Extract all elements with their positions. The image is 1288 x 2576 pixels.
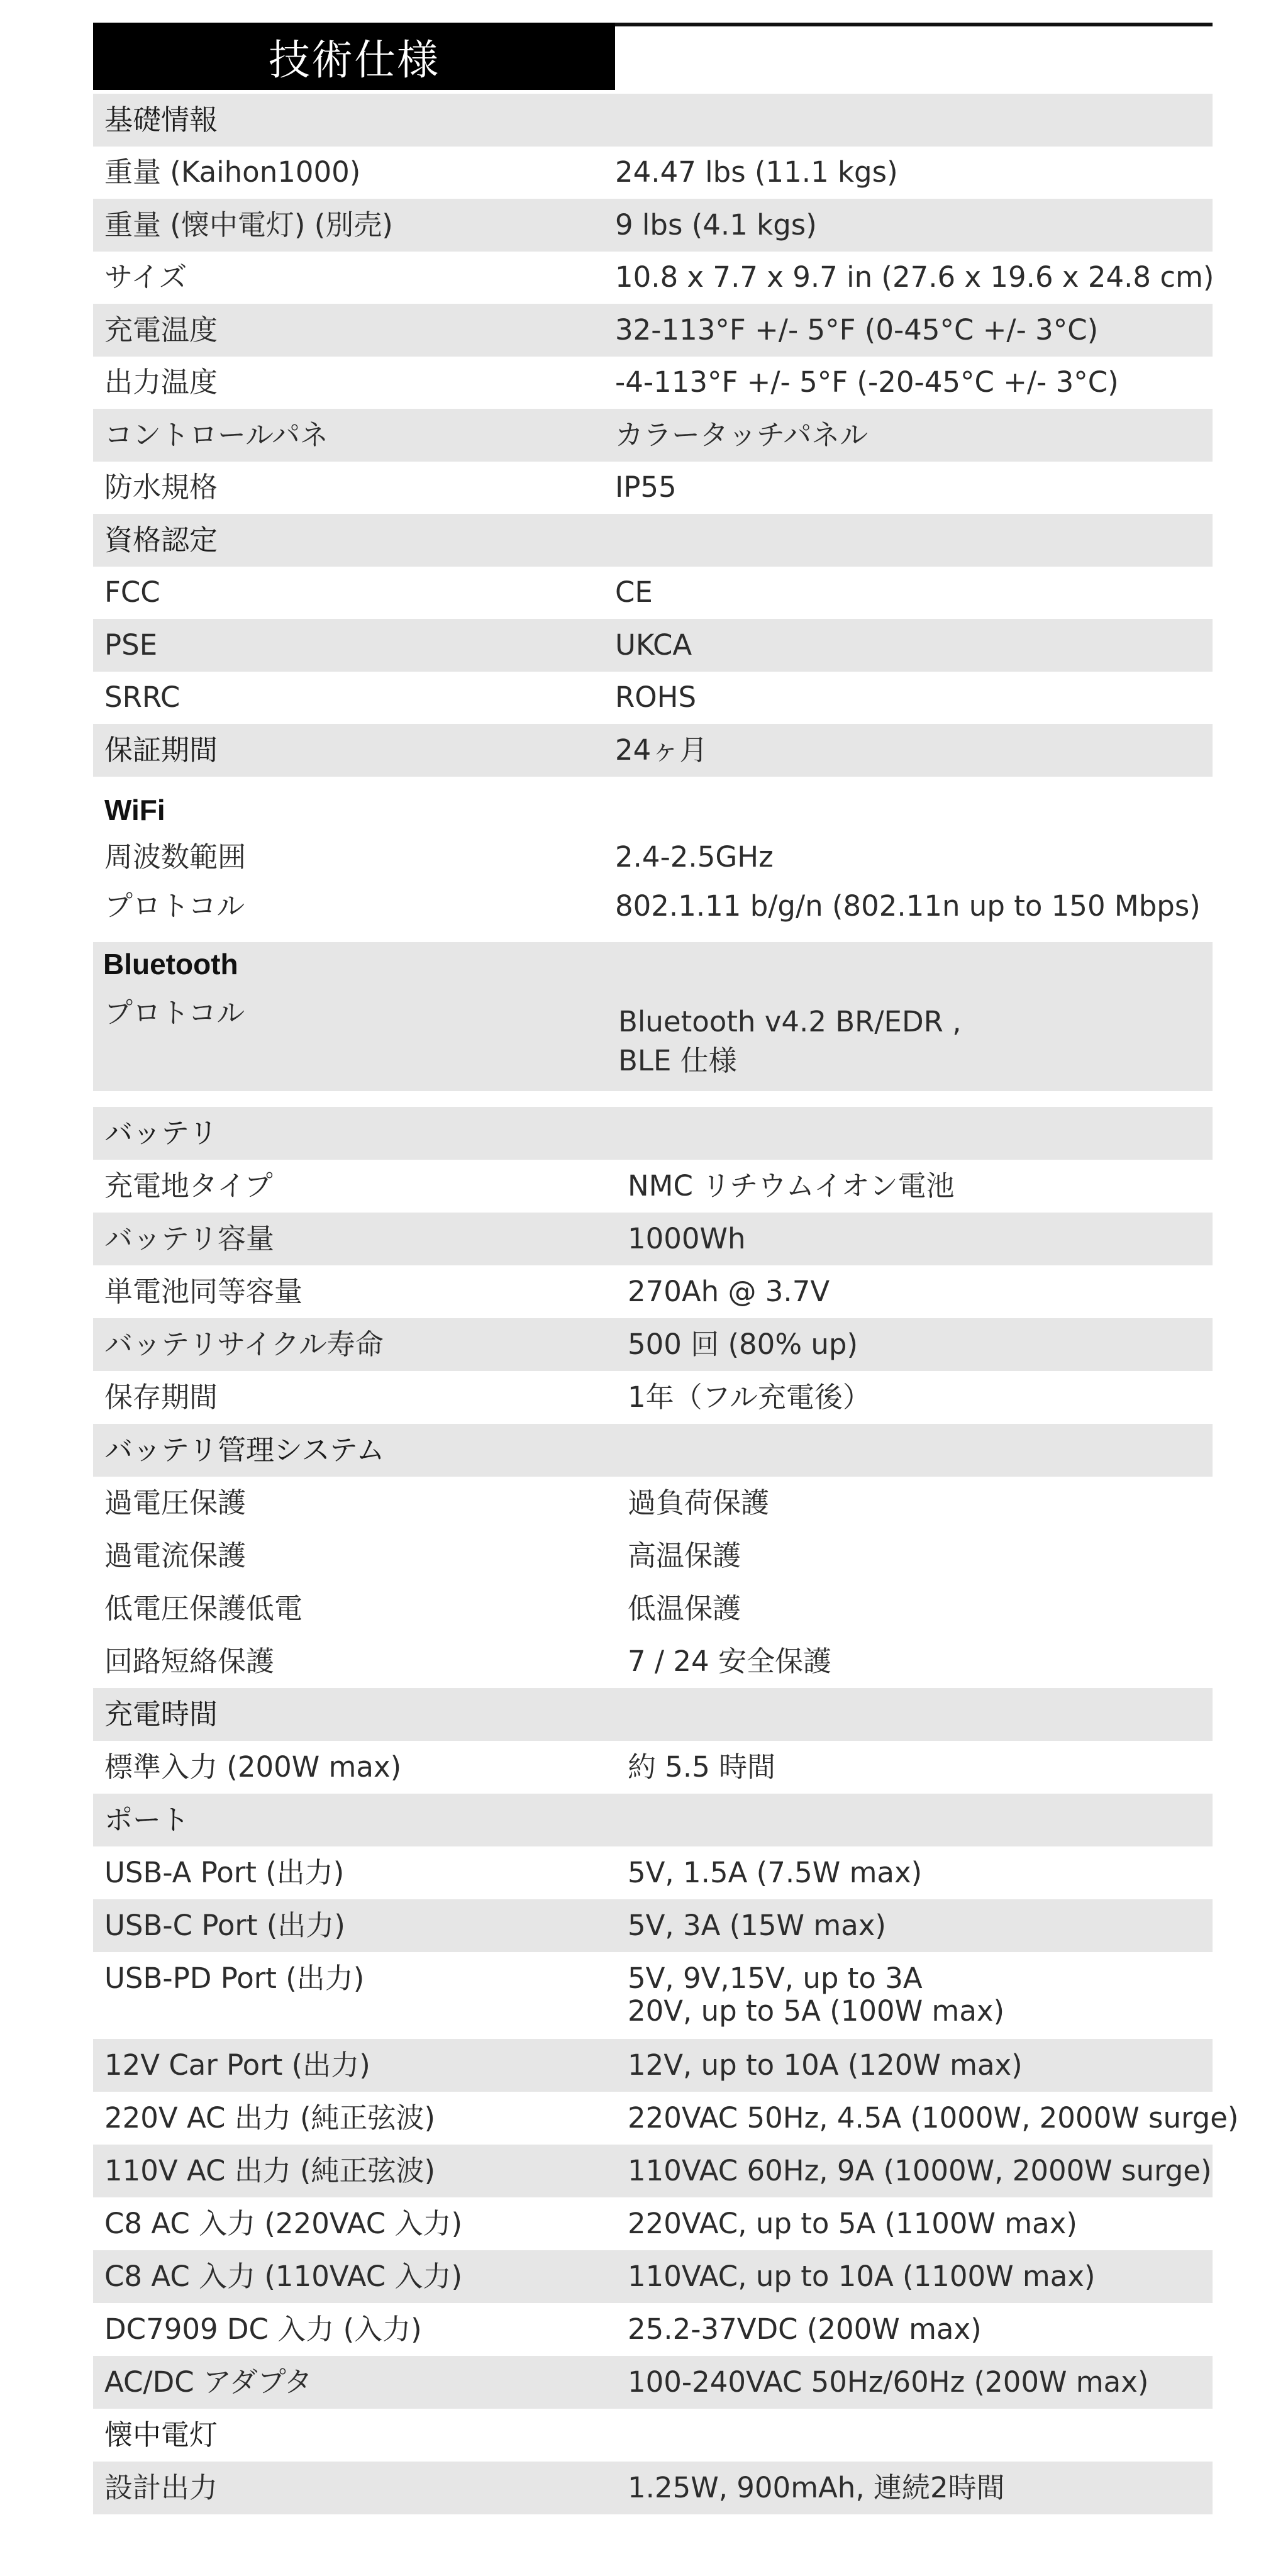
section-header-certification: 資格認定 [93, 514, 1213, 567]
table-row [93, 1160, 1213, 1213]
table-row [93, 357, 1213, 409]
table-row [93, 1846, 1213, 1899]
table-row [93, 1635, 1213, 1688]
row-key: 過電流保護 [104, 1539, 247, 1573]
row-value: 32-113°F +/- 5°F (0-45°C +/- 3°C) [615, 313, 1099, 347]
table-row [93, 1741, 1213, 1794]
row-key: FCC [104, 575, 160, 609]
row-value: 高温保護 [628, 1539, 741, 1573]
table-row [93, 2197, 1213, 2250]
table-row [93, 2356, 1213, 2409]
row-value: CE [615, 575, 653, 609]
table-row [93, 2145, 1213, 2197]
row-value: 約 5.5 時間 [628, 1750, 776, 1784]
row-key: C8 AC 入力 (110VAC 入力) [104, 2260, 463, 2294]
section-header-flashlight: 懐中電灯 [104, 2418, 218, 2452]
table-row [93, 1318, 1213, 1371]
row-key: サイズ [104, 260, 187, 294]
section-header-bms: バッテリ管理システム [93, 1424, 1213, 1477]
row-value: 過負荷保護 [628, 1486, 770, 1520]
basic-spec-table [93, 94, 1213, 777]
row-value: Bluetooth v4.2 BR/EDR , BLE 仕様 [618, 1005, 962, 1077]
table-row [93, 1371, 1213, 1424]
row-value: UKCA [615, 628, 692, 662]
row-key: 標準入力 (200W max) [104, 1750, 402, 1784]
table-row [93, 1952, 1213, 2039]
row-value: 25.2-37VDC (200W max) [628, 2312, 982, 2346]
section-header-bluetooth: Bluetooth [103, 948, 238, 980]
table-row [93, 1265, 1213, 1318]
table-row [93, 1530, 1213, 1582]
row-value: 7 / 24 安全保護 [628, 1645, 831, 1679]
section-header-basic: 基礎情報 [93, 94, 1213, 147]
section-header-charging: 充電時間 [93, 1688, 1213, 1741]
table-row [93, 199, 1213, 252]
table-row [93, 2039, 1213, 2092]
row-value: 500 回 (80% up) [628, 1328, 858, 1362]
row-key: USB-A Port (出力) [104, 1856, 345, 1890]
row-key: USB-PD Port (出力) [104, 1962, 365, 1995]
row-value: 220VAC 50Hz, 4.5A (1000W, 2000W surge) [628, 2101, 1239, 2135]
row-key: 設計出力 [104, 2471, 218, 2505]
row-value: NMC リチウムイオン電池 [628, 1169, 955, 1203]
row-key: 低電圧保護低電 [104, 1592, 303, 1626]
row-value: 1.25W, 900mAh, 連続2時間 [628, 2471, 1005, 2505]
table-row [93, 672, 1213, 724]
table-row [93, 567, 1213, 619]
row-key: C8 AC 入力 (220VAC 入力) [104, 2207, 463, 2241]
table-row [93, 2250, 1213, 2303]
row-key: コントロールパネ [104, 418, 328, 452]
row-key: USB-C Port (出力) [104, 1909, 345, 1943]
table-row [93, 1477, 1213, 1530]
table-row [93, 409, 1213, 462]
row-value: 9 lbs (4.1 kgs) [615, 208, 817, 242]
row-key: 過電圧保護 [104, 1486, 247, 1520]
table-row [93, 1899, 1213, 1952]
row-key: 12V Car Port (出力) [104, 2048, 370, 2082]
section-header-wifi: WiFi [104, 793, 165, 826]
row-key: 単電池同等容量 [104, 1275, 303, 1309]
bluetooth-section [93, 942, 1213, 1091]
table-row [93, 147, 1213, 199]
row-value: 100-240VAC 50Hz/60Hz (200W max) [628, 2365, 1149, 2399]
row-value: 220VAC, up to 5A (1100W max) [628, 2207, 1077, 2241]
row-value: -4-113°F +/- 5°F (-20-45°C +/- 3°C) [615, 365, 1119, 399]
row-value: カラータッチパネル [615, 418, 869, 452]
row-value: 24.47 lbs (11.1 kgs) [615, 155, 898, 189]
row-value: 802.1.11 b/g/n (802.11n up to 150 Mbps) [615, 889, 1201, 923]
table-row [93, 2303, 1213, 2356]
row-key: 重量 (懐中電灯) (別売) [104, 208, 393, 242]
row-key: 充電地タイプ [104, 1169, 273, 1203]
row-key: 110V AC 出力 (純正弦波) [104, 2154, 436, 2188]
row-value: 1年（フル充電後） [628, 1380, 871, 1414]
row-value: 1000Wh [628, 1222, 746, 1256]
row-key: 充電温度 [104, 313, 218, 347]
row-key: 220V AC 出力 (純正弦波) [104, 2101, 436, 2135]
row-key: 回路短絡保護 [104, 1645, 275, 1679]
row-value: 10.8 x 7.7 x 9.7 in (27.6 x 19.6 x 24.8 cm) [615, 260, 1214, 294]
row-value: 12V, up to 10A (120W max) [628, 2048, 1023, 2082]
row-value: 5V, 1.5A (7.5W max) [628, 1856, 923, 1890]
row-value: 24ヶ月 [615, 733, 708, 767]
row-value: 270Ah @ 3.7V [628, 1275, 830, 1309]
battery-spec-table [93, 1107, 1239, 2514]
row-key: AC/DC アダプタ [104, 2365, 313, 2399]
row-key: バッテリ容量 [104, 1222, 275, 1256]
row-key: DC7909 DC 入力 (入力) [104, 2312, 422, 2346]
row-key: プロトコル [104, 996, 245, 1030]
wifi-section [93, 787, 1213, 931]
table-row [93, 462, 1213, 514]
row-key: 重量 (Kaihon1000) [104, 155, 361, 189]
spec-title: 技術仕様 [93, 23, 615, 90]
table-row [93, 833, 1213, 882]
section-header-warranty: 保証期間 24ヶ月 [93, 724, 1213, 777]
section-header-battery: バッテリ [93, 1107, 1213, 1160]
row-key: 周波数範囲 [104, 840, 247, 874]
row-key: 保存期間 [104, 1380, 218, 1414]
section-header-ports: ポート [93, 1794, 1213, 1846]
row-value: 5V, 3A (15W max) [628, 1909, 886, 1943]
row-key: 防水規格 [104, 470, 218, 504]
row-value: ROHS [615, 680, 697, 714]
row-key: PSE [104, 628, 158, 662]
table-row [93, 304, 1213, 357]
table-row [93, 1213, 1213, 1265]
row-key: プロトコル [104, 889, 245, 923]
table-row [93, 1582, 1213, 1635]
table-row [93, 2462, 1213, 2514]
row-value: 5V, 9V,15V, up to 3A 20V, up to 5A (100W max) [628, 1962, 1005, 2028]
table-row [93, 252, 1213, 304]
row-value: 110VAC, up to 10A (1100W max) [628, 2260, 1096, 2294]
table-row [93, 2092, 1239, 2145]
row-value: IP55 [615, 470, 677, 504]
table-row [93, 619, 1213, 672]
row-value: 2.4-2.5GHz [615, 840, 774, 874]
row-key: SRRC [104, 680, 180, 714]
row-value: 110VAC 60Hz, 9A (1000W, 2000W surge) [628, 2154, 1212, 2188]
row-value: 低温保護 [628, 1592, 741, 1626]
table-row [93, 882, 1213, 931]
row-key: 出力温度 [104, 365, 218, 399]
row-key: バッテリサイクル寿命 [104, 1328, 384, 1362]
